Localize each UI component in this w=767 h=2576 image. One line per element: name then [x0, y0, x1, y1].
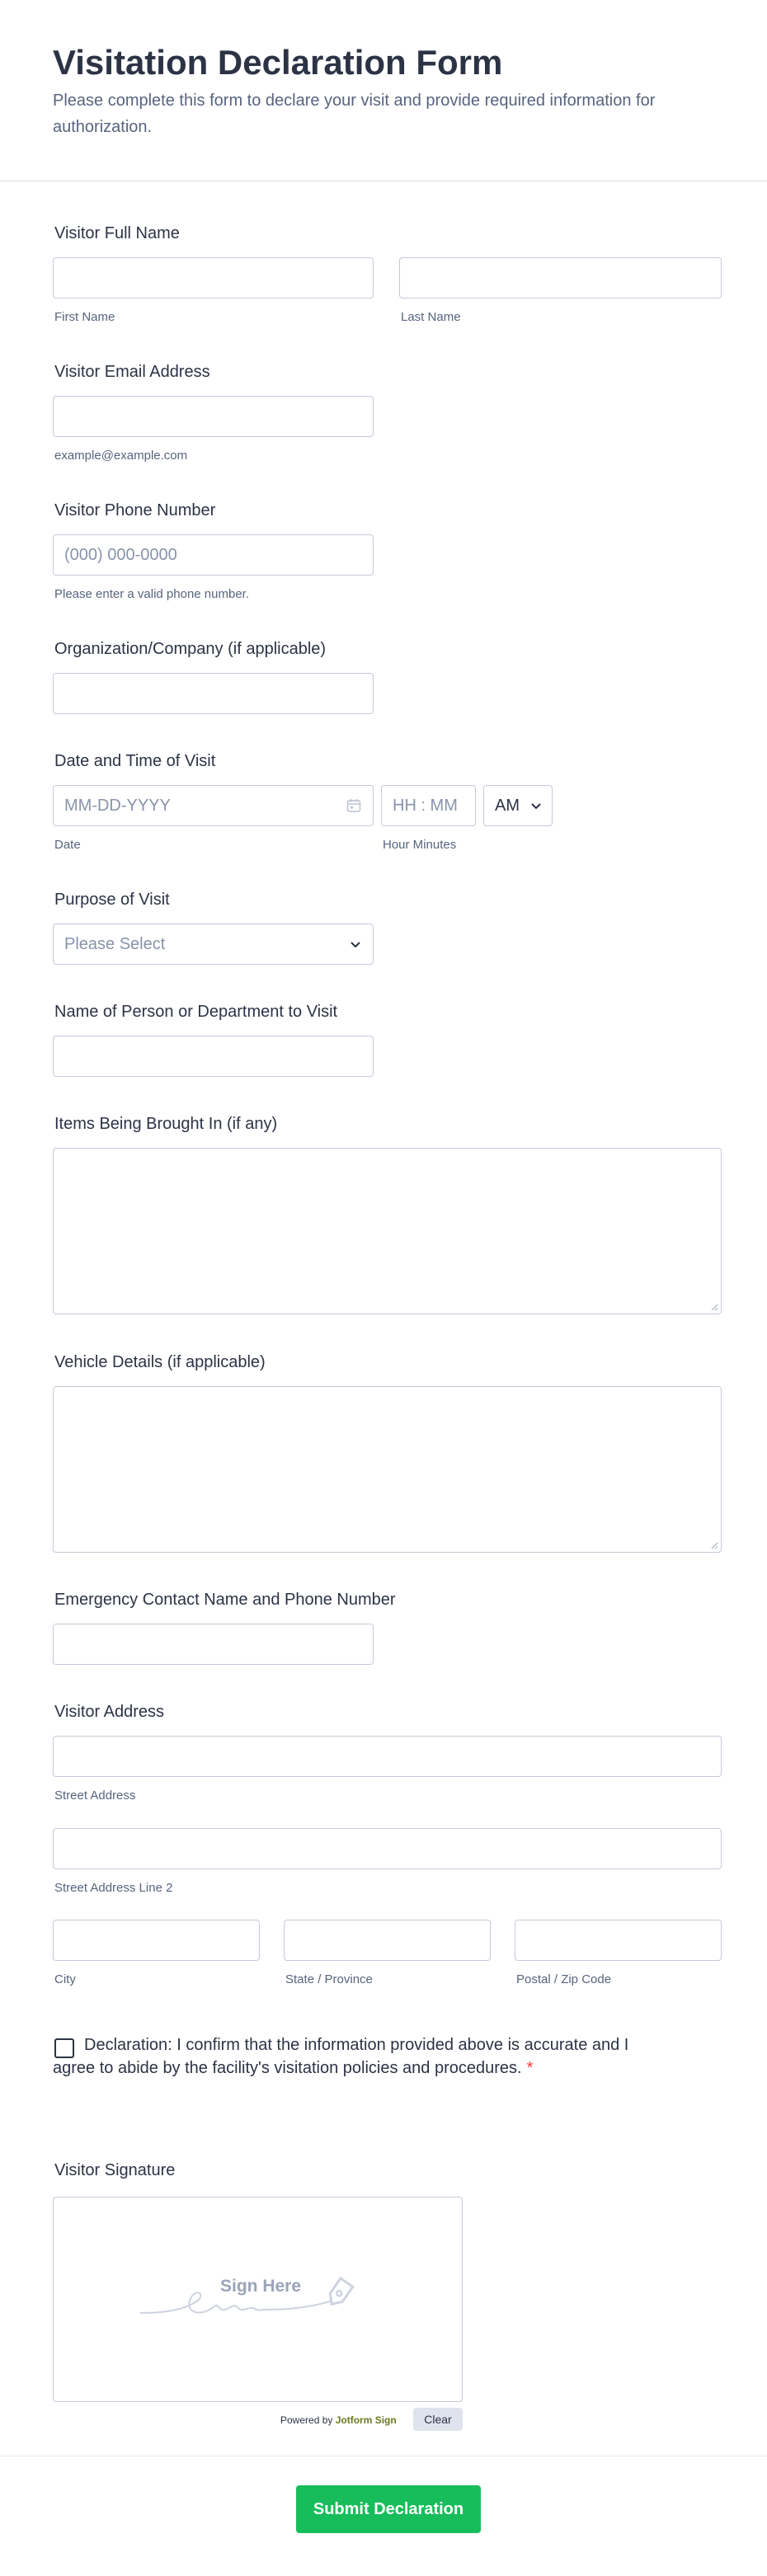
signature-label: Visitor Signature — [54, 2161, 176, 2179]
powered-by-prefix: Powered by — [280, 2414, 333, 2426]
phone-label: Visitor Phone Number — [54, 501, 216, 519]
powered-by-text — [280, 2414, 397, 2426]
person-to-visit-input[interactable] — [53, 1036, 374, 1077]
ampm-value: AM — [495, 796, 520, 815]
city-input[interactable] — [53, 1920, 260, 1961]
visit-datetime-label: Date and Time of Visit — [54, 752, 216, 770]
state-sublabel: State / Province — [285, 1972, 373, 1986]
time-sublabel: Hour Minutes — [383, 838, 457, 852]
organization-label: Organization/Company (if applicable) — [54, 640, 327, 658]
last-name-sublabel: Last Name — [401, 310, 461, 324]
calendar-icon[interactable] — [346, 798, 361, 813]
vehicle-textarea[interactable] — [53, 1386, 722, 1553]
emergency-contact-label: Emergency Contact Name and Phone Number — [54, 1591, 396, 1609]
email-input[interactable] — [53, 396, 374, 437]
page-title: Visitation Declaration Form — [53, 43, 503, 82]
powered-by-brand: Jotform Sign — [335, 2414, 397, 2426]
zip-input[interactable] — [515, 1920, 722, 1961]
items-textarea[interactable] — [53, 1148, 722, 1314]
signature-scribble-icon — [136, 2272, 375, 2321]
resize-handle-icon[interactable] — [710, 1303, 718, 1311]
time-placeholder: HH : MM — [393, 796, 458, 815]
signature-hint: Sign Here — [220, 2277, 302, 2296]
page-subtitle: Please complete this form to declare your visit and provide required information for authorization. — [53, 92, 656, 136]
purpose-label: Purpose of Visit — [54, 891, 170, 909]
submit-button[interactable]: Submit Declaration — [296, 2485, 481, 2533]
address-label: Visitor Address — [54, 1703, 165, 1721]
person-to-visit-label: Name of Person or Department to Visit — [54, 1003, 338, 1021]
email-sublabel: example@example.com — [54, 449, 188, 463]
emergency-contact-input[interactable] — [53, 1624, 374, 1665]
chevron-down-icon — [530, 802, 542, 811]
clear-signature-button[interactable]: Clear — [413, 2408, 463, 2431]
resize-handle-icon[interactable] — [710, 1541, 718, 1549]
form-header — [0, 0, 767, 181]
chevron-down-icon — [350, 941, 361, 949]
date-placeholder: MM-DD-YYYY — [64, 796, 171, 815]
phone-placeholder: (000) 000-0000 — [64, 545, 177, 564]
declaration-text: Declaration: I confirm that the information provided above is accurate and I agree to abide by the facility's visitation policies and procedures. — [53, 2036, 629, 2077]
state-input[interactable] — [284, 1920, 491, 1961]
ampm-select[interactable] — [483, 785, 553, 826]
purpose-placeholder: Please Select — [64, 934, 166, 953]
first-name-input[interactable] — [53, 257, 374, 298]
purpose-select[interactable] — [53, 924, 374, 965]
date-sublabel: Date — [54, 838, 81, 852]
email-label: Visitor Email Address — [54, 363, 210, 381]
last-name-input[interactable] — [399, 257, 722, 298]
required-mark: * — [526, 2059, 534, 2077]
declaration-text-block — [53, 2033, 638, 2080]
zip-sublabel: Postal / Zip Code — [516, 1972, 612, 1986]
full-name-label: Visitor Full Name — [54, 224, 180, 242]
signature-pad[interactable] — [53, 2197, 463, 2402]
items-label: Items Being Brought In (if any) — [54, 1115, 278, 1133]
street-address-sublabel: Street Address — [54, 1789, 136, 1803]
city-sublabel: City — [54, 1972, 76, 1986]
street-address-input[interactable] — [53, 1736, 722, 1777]
street-address-line2-sublabel: Street Address Line 2 — [54, 1881, 173, 1895]
organization-input[interactable] — [53, 673, 374, 714]
date-input[interactable] — [53, 785, 374, 826]
vehicle-label: Vehicle Details (if applicable) — [54, 1353, 266, 1371]
phone-sublabel: Please enter a valid phone number. — [54, 587, 249, 601]
street-address-line2-input[interactable] — [53, 1828, 722, 1869]
first-name-sublabel: First Name — [54, 310, 115, 324]
time-input[interactable] — [381, 785, 476, 826]
phone-input[interactable] — [53, 534, 374, 576]
